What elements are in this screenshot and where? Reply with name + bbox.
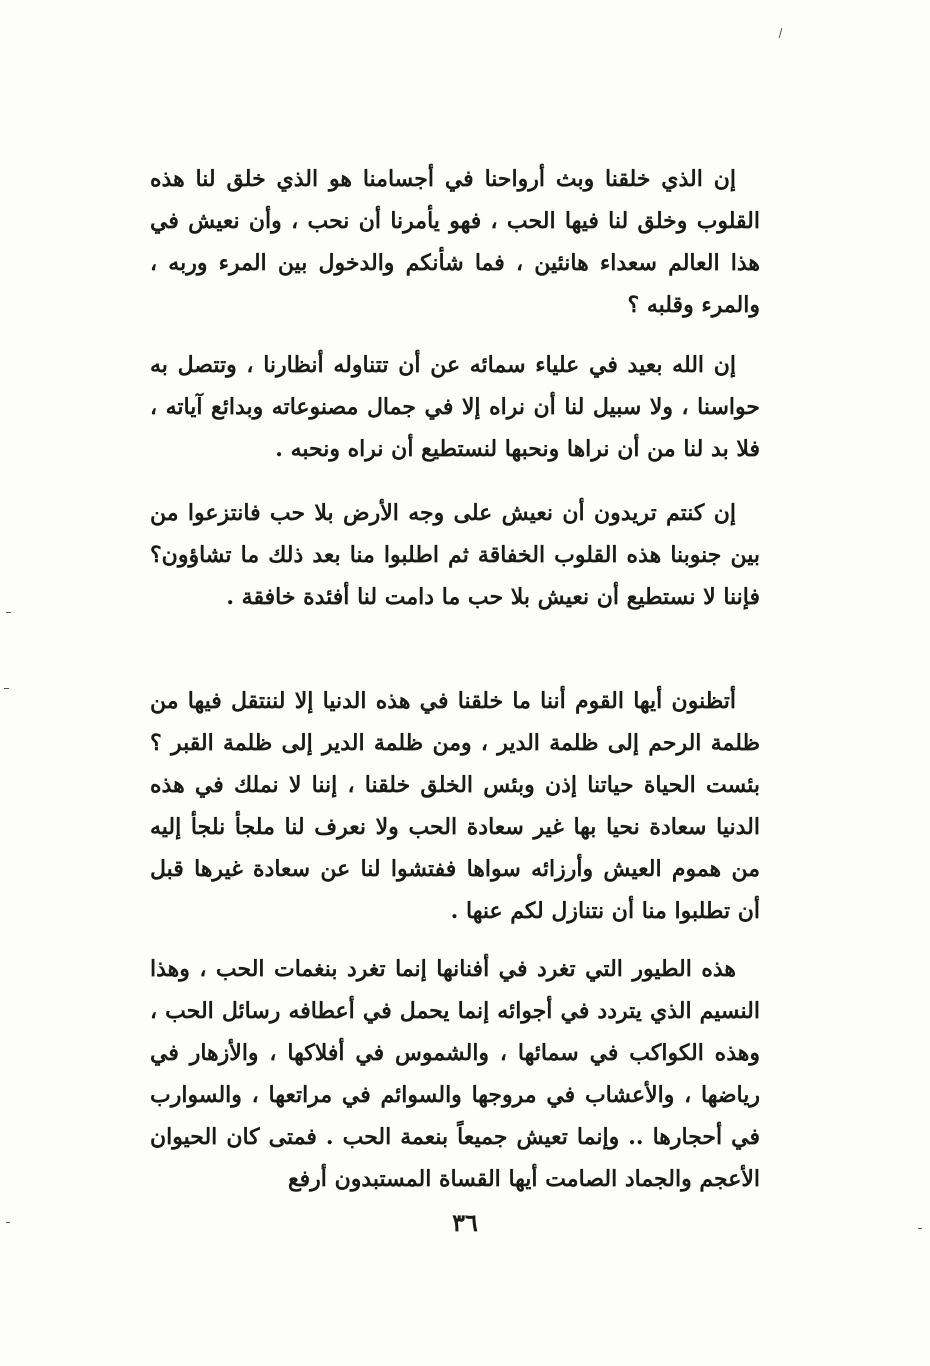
paragraph-text: أتظنون أيها القوم أننا ما خلقنا في هذه الدنيا إلا لننتقل فيها من ظلمة الرحم إلى ظلمة الدير ، ومن ظلمة الدير إلى ظلمة القبر ؟ بئست الحياة حياتنا إذن وبئس الخلق خلقنا ، إننا لا نملك في هذه الدنيا سعادة نحيا بها غير سعادة الحب ولا نعرف لنا ملجأ نلجأ إليه من هموم العيش وأرزائه سواها ففتشوا لنا عن سعادة غيرها قبل أن تطلبوا منا أن نتنازل لكم عنها . [150,688,760,924]
page-number: ٣٦ [452,1208,478,1237]
paragraph-text: إن الذي خلقنا وبث أرواحنا في أجسامنا هو الذي خلق لنا هذه القلوب وخلق لنا فيها الحب ، فهو يأمرنا أن نحب ، وأن نعيش في هذا العالم سعداء هانئين ، فما شأنكم والدخول بين المرء وربه ، والمرء وقلبه ؟ [150,166,760,318]
paragraph-text: إن كنتم تريدون أن نعيش على وجه الأرض بلا حب فانتزعوا من بين جنوبنا هذه القلوب الخفاقة ثم اطلبوا منا بعد ذلك ما تشاؤون؟ فإننا لا نستطيع أن نعيش بلا حب ما دامت لنا أفئدة خافقة . [150,500,760,610]
paragraph-text: هذه الطيور التي تغرد في أفنانها إنما تغرد بنغمات الحب ، وهذا النسيم الذي يتردد في أجوائه إنما يحمل في أعطافه رسائل الحب ، وهذه الكواكب في سمائها ، والشموس في أفلاكها ، والأزهار في رياضها ، والأعشاب في مروجها والسوائم في مراتعها ، والسوارب في أحجارها .. وإنما تعيش جميعاً بنعمة الحب . فمتى كان الحيوان الأعجم والجماد الصامت أيها القساة المستبدون أرفع [150,956,760,1192]
paragraph-3 [150,492,760,618]
scan-mark [4,688,9,689]
scan-mark [779,28,783,38]
paragraph-4 [150,680,760,932]
paragraph-text: إن الله بعيد في علياء سمائه عن أن تتناوله أنظارنا ، وتتصل به حواسنا ، ولا سبيل لنا أن نراه إلا في جمال مصنوعاته وبدائع آياته ، فلا بد لنا من أن نراها ونحبها لنستطيع أن نراه ونحبه . [150,352,760,462]
paragraph-5 [150,948,760,1200]
paragraph-2 [150,344,760,470]
scan-mark [6,612,11,613]
paragraph-1 [150,158,760,326]
